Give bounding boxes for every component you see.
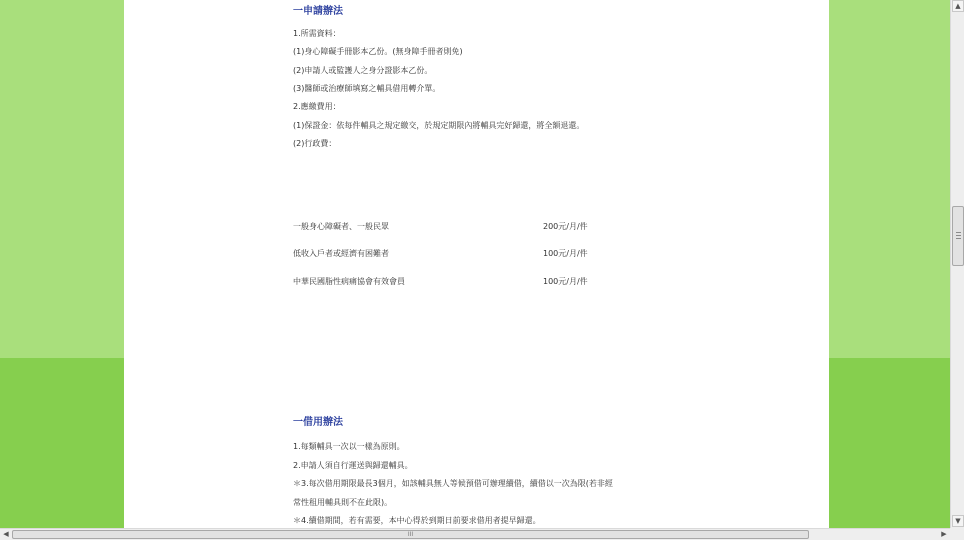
fee-price: 100元/月/件 bbox=[543, 277, 588, 286]
borrowing-line: 常性租用輔具則不在此限)。 bbox=[293, 498, 393, 507]
grip-line bbox=[956, 238, 961, 239]
scroll-down-arrow-icon[interactable]: ▼ bbox=[952, 515, 964, 527]
fee-category: 中華民國脂性病痛協會有效會員 bbox=[293, 277, 405, 286]
fee-category: 一般身心障礙者、一般民眾 bbox=[293, 222, 389, 231]
vertical-scrollbar[interactable] bbox=[950, 0, 964, 528]
borrowing-line: ＊4.續借期間，若有需要，本中心得於到期日前要求借用者提早歸還。 bbox=[293, 516, 541, 525]
borrowing-line: 1.每類輔具一次以一樣為原則。 bbox=[293, 442, 405, 451]
application-line: (1)身心障礙手冊影本乙份。(無身障手冊者則免) bbox=[293, 47, 463, 56]
horizontal-scroll-thumb[interactable]: III bbox=[12, 530, 809, 539]
application-line: (2)行政費： bbox=[293, 139, 337, 148]
scroll-right-arrow-icon[interactable]: ▶ bbox=[941, 530, 947, 538]
grip-line bbox=[956, 232, 961, 233]
application-line: (1)保證金：依每件輔具之規定繳交，於規定期限內將輔具完好歸還，將全額退還。 bbox=[293, 121, 585, 130]
application-line: (2)申請人或監護人之身分證影本乙份。 bbox=[293, 66, 433, 75]
fee-price: 200元/月/件 bbox=[543, 222, 588, 231]
application-line: (3)醫師或治療師填寫之輔具借用轉介單。 bbox=[293, 84, 441, 93]
borrowing-heading: 一借用辦法 bbox=[293, 417, 343, 428]
application-line: 2.應繳費用： bbox=[293, 102, 341, 111]
scroll-up-arrow-icon[interactable]: ▲ bbox=[952, 0, 964, 12]
application-line: 1.所需資料： bbox=[293, 29, 341, 38]
scrollbar-corner bbox=[950, 528, 964, 540]
fee-price: 100元/月/件 bbox=[543, 249, 588, 258]
borrowing-line: 2.申請人須自行運送與歸還輔具。 bbox=[293, 461, 413, 470]
borrowing-line: ＊3.每次借用期限最長3個月，如該輔具無人等候預借可辦理續借，續借以一次為限(若非經 bbox=[293, 479, 613, 488]
grip-line bbox=[956, 235, 961, 236]
application-heading: 一申請辦法 bbox=[293, 6, 343, 17]
scroll-left-arrow-icon[interactable]: ◀ bbox=[3, 530, 9, 538]
vertical-scroll-thumb[interactable] bbox=[952, 206, 964, 266]
horizontal-scrollbar[interactable] bbox=[0, 528, 950, 540]
content-panel bbox=[124, 0, 829, 528]
fee-category: 低收入戶者或經濟有困難者 bbox=[293, 249, 389, 258]
